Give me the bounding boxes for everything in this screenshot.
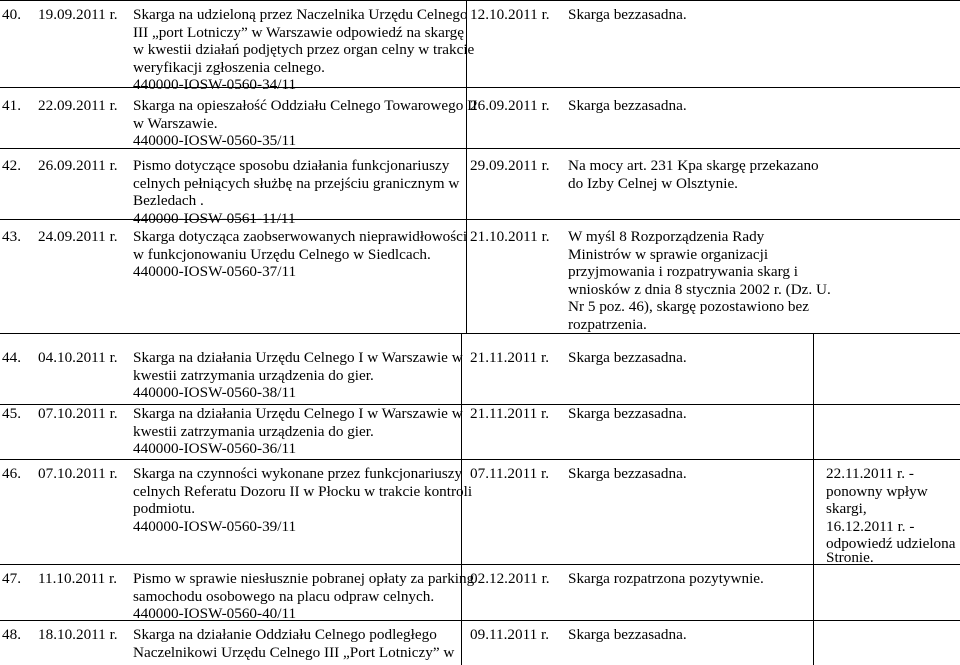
resolution-date: 09.11.2011 r. [470,626,550,643]
case-reference: 440000-IOSW-0560-40/11 [133,605,297,622]
entry-number: 41. [2,97,21,114]
resolution-date: 29.09.2011 r. [470,157,550,174]
entry-date: 11.10.2011 r. [38,570,118,587]
case-reference: 440000-IOSW-0560-34/11 [133,76,297,93]
entry-description-line: celnych pełniących służbę na przejściu granicznym w [133,174,460,192]
entry-description-line: w funkcjonowaniu Urzędu Celnego w Siedlcach. [133,245,431,263]
row-border-43 [0,333,960,334]
entry-description-line: celnych Referatu Dozoru II w Płocku w trakcie kontroli [133,482,473,500]
resolution-text: Skarga bezzasadna. [568,97,687,114]
resolution-text: Nr 5 poz. 46), skargę pozostawiono bez [568,298,809,315]
note-line: odpowiedź udzielona [826,535,956,552]
entry-date: 19.09.2011 r. [38,6,118,23]
entry-description-line: Skarga na działania Urzędu Celnego I w Warszawie w [133,405,463,422]
case-reference: 440000-IOSW-0560-36/11 [133,440,297,457]
entry-description-line: Bezledach . [133,192,204,209]
note-line: ponowny wpływ [826,482,928,500]
resolution-text: Ministrów w sprawie organizacji [568,245,769,263]
resolution-text: Na mocy art. 231 Kpa skargę przekazano [568,157,819,174]
resolution-text: Skarga bezzasadna. [568,465,687,482]
resolution-text: rozpatrzenia. [568,315,647,333]
note-line: skargi, [826,500,867,517]
entry-description-line: kwestii zatrzymania urządzenia do gier. [133,366,374,384]
resolution-text: Skarga bezzasadna. [568,6,687,23]
resolution-text: W myśl 8 Rozporządzenia Rady [568,228,765,245]
entry-description-line: podmiotu. [133,500,196,517]
resolution-date: 12.10.2011 r. [470,6,550,23]
entry-description-line: Pismo w sprawie niesłusznie pobranej opłaty za parking [133,570,475,587]
entry-number: 45. [2,405,21,422]
entry-date: 04.10.2011 r. [38,349,118,366]
entry-description-line: Skarga na działania Urzędu Celnego I w Warszawie w [133,349,463,366]
resolution-date: 21.11.2011 r. [470,349,550,366]
entry-description-line: Pismo dotyczące sposobu działania funkcjonariuszy [133,157,450,174]
entry-date: 24.09.2011 r. [38,228,118,245]
case-reference: 440000-IOSW-0560-35/11 [133,132,297,149]
resolution-text: Skarga rozpatrzona pozytywnie. [568,570,764,587]
case-reference: 440000-IOSW-0560-39/11 [133,517,297,535]
row-border-top [0,0,960,1]
entry-description-line: samochodu osobowego na placu odpraw celnych. [133,587,435,605]
entry-description-line: weryfikacji zgłoszenia celnego. [133,58,325,76]
entry-date: 07.10.2011 r. [38,465,118,482]
entry-date: 26.09.2011 r. [38,157,118,174]
entry-number: 46. [2,465,21,482]
entry-description-line: w kwestii działań podjętych przez organ celny w trakcie [133,41,475,58]
resolution-date: 26.09.2011 r. [470,97,550,114]
entry-number: 42. [2,157,21,174]
entry-number: 40. [2,6,21,23]
resolution-text: Skarga bezzasadna. [568,405,687,422]
entry-number: 43. [2,228,21,245]
resolution-date: 07.11.2011 r. [470,465,550,482]
note-line: 22.11.2011 r. - [826,465,914,482]
row-border-46 [0,564,960,565]
resolution-text: do Izby Celnej w Olsztynie. [568,174,738,192]
entry-description-line: III „port Lotniczy” w Warszawie odpowiedź na skargę [133,23,464,41]
entry-number: 47. [2,570,21,587]
entry-description-line: Skarga dotycząca zaobserwowanych nieprawidłowości [133,228,468,245]
resolution-date: 02.12.2011 r. [470,570,550,587]
resolution-date: 21.11.2011 r. [470,405,550,422]
resolution-text: Skarga bezzasadna. [568,626,687,643]
entry-description-line: kwestii zatrzymania urządzenia do gier. [133,422,374,440]
entry-description-line: Skarga na czynności wykonane przez funkcjonariuszy [133,465,463,482]
resolution-text: Skarga bezzasadna. [568,349,687,366]
entry-date: 07.10.2011 r. [38,405,118,422]
case-reference: 440000-IOSW-0560-38/11 [133,384,297,401]
entry-number: 48. [2,626,21,643]
row-border-45 [0,459,960,460]
entry-description-line: Skarga na opieszałość Oddziału Celnego Towarowego II [133,97,478,114]
resolution-text: przyjmowania i rozpatrywania skarg i [568,263,798,280]
entry-number: 44. [2,349,21,366]
note-line: Stronie. [826,549,874,566]
resolution-date: 21.10.2011 r. [470,228,550,245]
entry-description-line: Skarga na udzieloną przez Naczelnika Urzędu Celnego [133,6,468,23]
note-line: 16.12.2011 r. - [826,517,915,535]
entry-date: 22.09.2011 r. [38,97,118,114]
case-reference: 440000-IOSW-0560-37/11 [133,263,297,280]
case-reference: 440000-IOSW-0561-11/11 [133,209,296,227]
entry-description-line: w Warszawie. [133,114,218,132]
entry-description-line: Skarga na działanie Oddziału Celnego podległego [133,626,437,643]
entry-description-line: Naczelnikowi Urzędu Celnego III „Port Lotniczy” w [133,643,455,661]
col-border-lower-2 [813,333,814,665]
entry-date: 18.10.2011 r. [38,626,118,643]
resolution-text: wniosków z dnia 8 stycznia 2002 r. (Dz. U. [568,280,831,298]
